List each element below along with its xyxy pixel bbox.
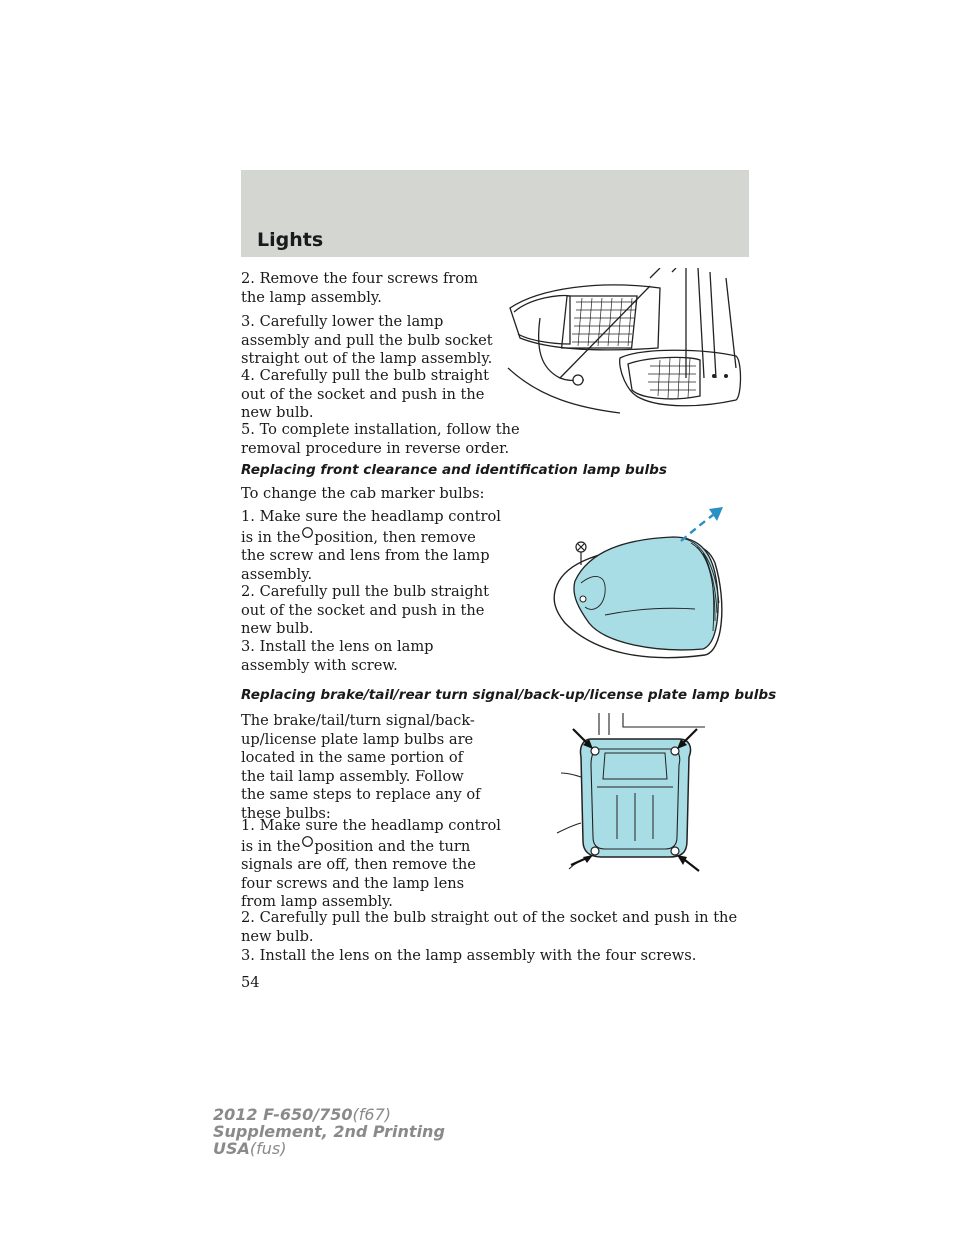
heading-brake-tail-lamps: Replacing brake/tail/rear turn signal/back-up/license plate lamp bulbs (241, 687, 777, 703)
step-pull-bulb: 4. Carefully pull the bulb straight out of the socket and push in the new bulb. (241, 367, 490, 421)
section-title: Lights (257, 229, 324, 251)
clearance-intro: To change the cab marker bulbs: (241, 485, 485, 502)
brake-step-1: 1. Make sure the headlamp control is in the position and the turn signals are off, then remove the four screws and the lamp lens from lamp assembly. (241, 817, 501, 910)
page-number: 54 (241, 974, 260, 991)
cab-marker-lamp-illustration (545, 503, 745, 663)
section-header (241, 170, 749, 257)
footer-line-region: USA(fus) (213, 1139, 287, 1158)
brake-intro: The brake/tail/turn signal/back-up/license plate lamp bulbs are located in the same portion of the tail lamp assembly. Follow the same steps to replace any of these bulbs: (241, 712, 481, 822)
step-reverse-order: 5. To complete installation, follow the removal procedure in reverse order. (241, 421, 520, 457)
step-lower-assembly: 3. Carefully lower the lamp assembly and pull the bulb socket straight out of the lamp assembly. (241, 313, 493, 367)
brake-step-2: 2. Carefully pull the bulb straight out of the socket and push in the new bulb. (241, 909, 738, 945)
clearance-step-3: 3. Install the lens on lamp assembly with screw. (241, 638, 434, 674)
off-position-icon (302, 527, 313, 539)
brake-step-3: 3. Install the lens on the lamp assembly with the four screws. (241, 947, 697, 964)
step-remove-screws: 2. Remove the four screws from the lamp assembly. (241, 270, 478, 306)
tail-lamp-illustration (555, 713, 705, 875)
heading-clearance-lamps: Replacing front clearance and identification lamp bulbs (241, 462, 667, 478)
document-footer (213, 1106, 445, 1157)
clearance-step-2: 2. Carefully pull the bulb straight out of the socket and push in the new bulb. (241, 583, 490, 637)
footer-line-supplement: Supplement, 2nd Printing (213, 1122, 445, 1141)
off-position-icon (302, 836, 313, 848)
lamp-assembly-illustration (500, 268, 752, 428)
footer-line-model: 2012 F-650/750(f67) (213, 1105, 391, 1124)
clearance-step-1: 1. Make sure the headlamp control is in the position, then remove the screw and lens from the lamp assembly. (241, 508, 501, 583)
